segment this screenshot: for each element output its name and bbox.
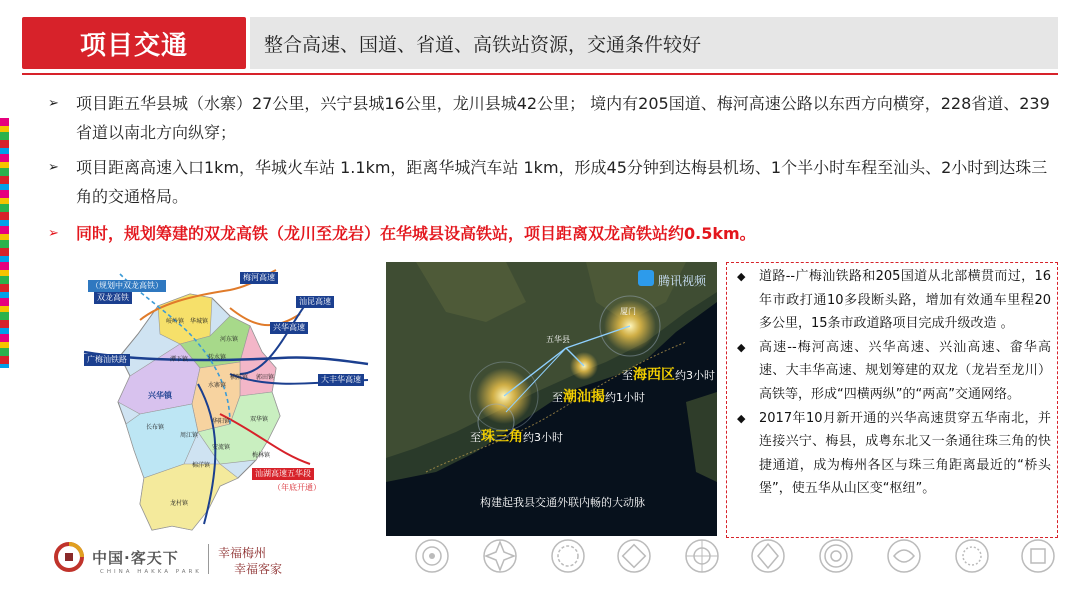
bullet-item: [48, 153, 1058, 211]
route-label-west: 至海西区约3小时: [622, 367, 715, 383]
bullet-item-highlight: [48, 219, 1058, 248]
bullet-item: [48, 89, 1058, 147]
footer-divider: [208, 544, 209, 574]
arrow-bullet-icon: ➢: [48, 96, 59, 111]
decorative-ornament-icon: [1020, 538, 1056, 574]
map-town-label: 潭下镇: [170, 356, 189, 363]
map-town-label: 河东镇: [220, 336, 239, 343]
map-town-label: 周江镇: [180, 432, 199, 439]
map-label-planned: （规划中双龙高铁）: [88, 280, 166, 292]
map-label-shanhu-note: （年底开通）: [273, 483, 321, 492]
decorative-pattern-strip: [0, 118, 9, 368]
map-town-label: 长布镇: [146, 424, 165, 431]
diamond-bullet-icon: ◆: [737, 270, 746, 283]
brand-name: 中国·客天下: [92, 549, 179, 567]
bullet-text: 项目距五华县城（水寨）27公里，兴宁县城16公里，龙川县城42公里； 境内有205国道、梅河高速公路以东西方向横穿，228省道、239省道以南北方向纵穿；: [76, 94, 1050, 142]
map-label-shanhu: 汕湖高速五华段: [252, 468, 314, 480]
map-label-guangmeishan: 广梅汕铁路: [84, 354, 130, 366]
brand-name-en: CHINA HAKKA PARK: [100, 569, 202, 575]
decorative-ornament-icon: [684, 538, 720, 574]
place-label-xiamen: 厦门: [620, 307, 636, 316]
decorative-ornament-icon: [954, 538, 990, 574]
map-town-label: 棉洋镇: [192, 462, 211, 469]
decorative-ornament-icon: [750, 538, 786, 574]
map-town-label: 龙村镇: [170, 500, 189, 507]
arrow-bullet-icon: ➢: [48, 160, 59, 175]
brand-logo-icon: [54, 542, 84, 572]
place-label-wuhua: 五华县: [546, 335, 570, 344]
map-town-label: 安流镇: [212, 444, 231, 451]
map-town-label: 郭田镇: [256, 374, 275, 381]
county-traffic-map: [80, 264, 370, 534]
info-item: [737, 265, 1051, 336]
map-town-label: 华阳镇: [212, 418, 231, 425]
photo-caption: 构建起我县交通外联内畅的大动脉: [480, 496, 645, 509]
diamond-bullet-icon: ◆: [737, 340, 746, 354]
map-town-label: 水寨镇: [208, 382, 227, 389]
regional-traffic-photo: [386, 262, 717, 536]
map-label-shanzhan: 汕昆高速: [296, 296, 334, 308]
page-title: 项目交通: [22, 17, 246, 69]
map-label-xinghua: 兴华高速: [270, 322, 308, 334]
info-item: [737, 407, 1051, 501]
map-label-dafenghua: 大丰华高速: [318, 374, 364, 386]
info-text: 2017年10月新开通的兴华高速贯穿五华南北，并连接兴宁、梅县，成粤东北又一条通往珠三角的快捷通道，成为梅州各区与珠三角距离最近的“桥头堡”，使五华从山区变“枢纽”。: [759, 410, 1051, 497]
map-label-meihe: 梅河高速: [240, 272, 278, 284]
slogan-line-1: 幸福梅州: [218, 546, 267, 560]
route-label-chaoshan: 至潮汕揭约1小时: [552, 389, 645, 405]
footer: [48, 538, 1058, 586]
map-label-shuanglong: 双龙高铁: [94, 292, 132, 304]
map-town-label: 兴华镇: [148, 391, 172, 400]
bullet-text: 项目距离高速入口1km，华城火车站 1.1km，距离华城汽车站 1km，形成45分钟到达梅县机场、1个半小时车程至汕头、2小时到达珠三角的交通格局。: [76, 158, 1048, 206]
traffic-info-box: [726, 262, 1058, 538]
diamond-bullet-icon: ◆: [737, 411, 746, 425]
info-item: [737, 336, 1051, 407]
map-town-label: 转水镇: [208, 354, 227, 361]
map-town-label: 横陂镇: [230, 374, 249, 381]
map-town-label: 岐岭镇: [166, 318, 185, 325]
decorative-ornament-icon: [818, 538, 854, 574]
info-text: 道路--广梅汕铁路和205国道从北部横贯而过，16年市政打通10多段断头路，增加有效通车里程20多公里，15条市政道路项目完成升级改造 。: [759, 269, 1051, 332]
video-watermark: 腾讯视频: [658, 274, 707, 288]
decorative-ornament-icon: [616, 538, 652, 574]
decorative-ornament-icon: [550, 538, 586, 574]
decorative-ornament-icon: [414, 538, 450, 574]
decorative-ornament-icon: [482, 538, 518, 574]
route-label-prd: 至珠三角约3小时: [470, 429, 563, 445]
decorative-ornament-icon: [886, 538, 922, 574]
header-divider: [22, 73, 1058, 75]
page-subtitle: 整合高速、国道、省道、高铁站资源，交通条件较好: [250, 17, 1058, 69]
arrow-bullet-icon: ➢: [48, 226, 59, 241]
map-town-label: 双华镇: [250, 416, 269, 423]
slogan-line-2: 幸福客家: [234, 562, 283, 576]
bullet-text: 同时，规划筹建的双龙高铁（龙川至龙岩）在华城县设高铁站，项目距离双龙高铁站约0.5km。: [76, 224, 756, 243]
map-town-label: 华城镇: [190, 318, 209, 325]
map-town-label: 梅林镇: [252, 452, 271, 459]
info-text: 高速--梅河高速、兴华高速、兴汕高速、畲华高速、大丰华高速、规划筹建的双龙（龙岩至龙川）高铁等，形成“四横两纵”的“两高”交通网络。: [759, 339, 1051, 402]
